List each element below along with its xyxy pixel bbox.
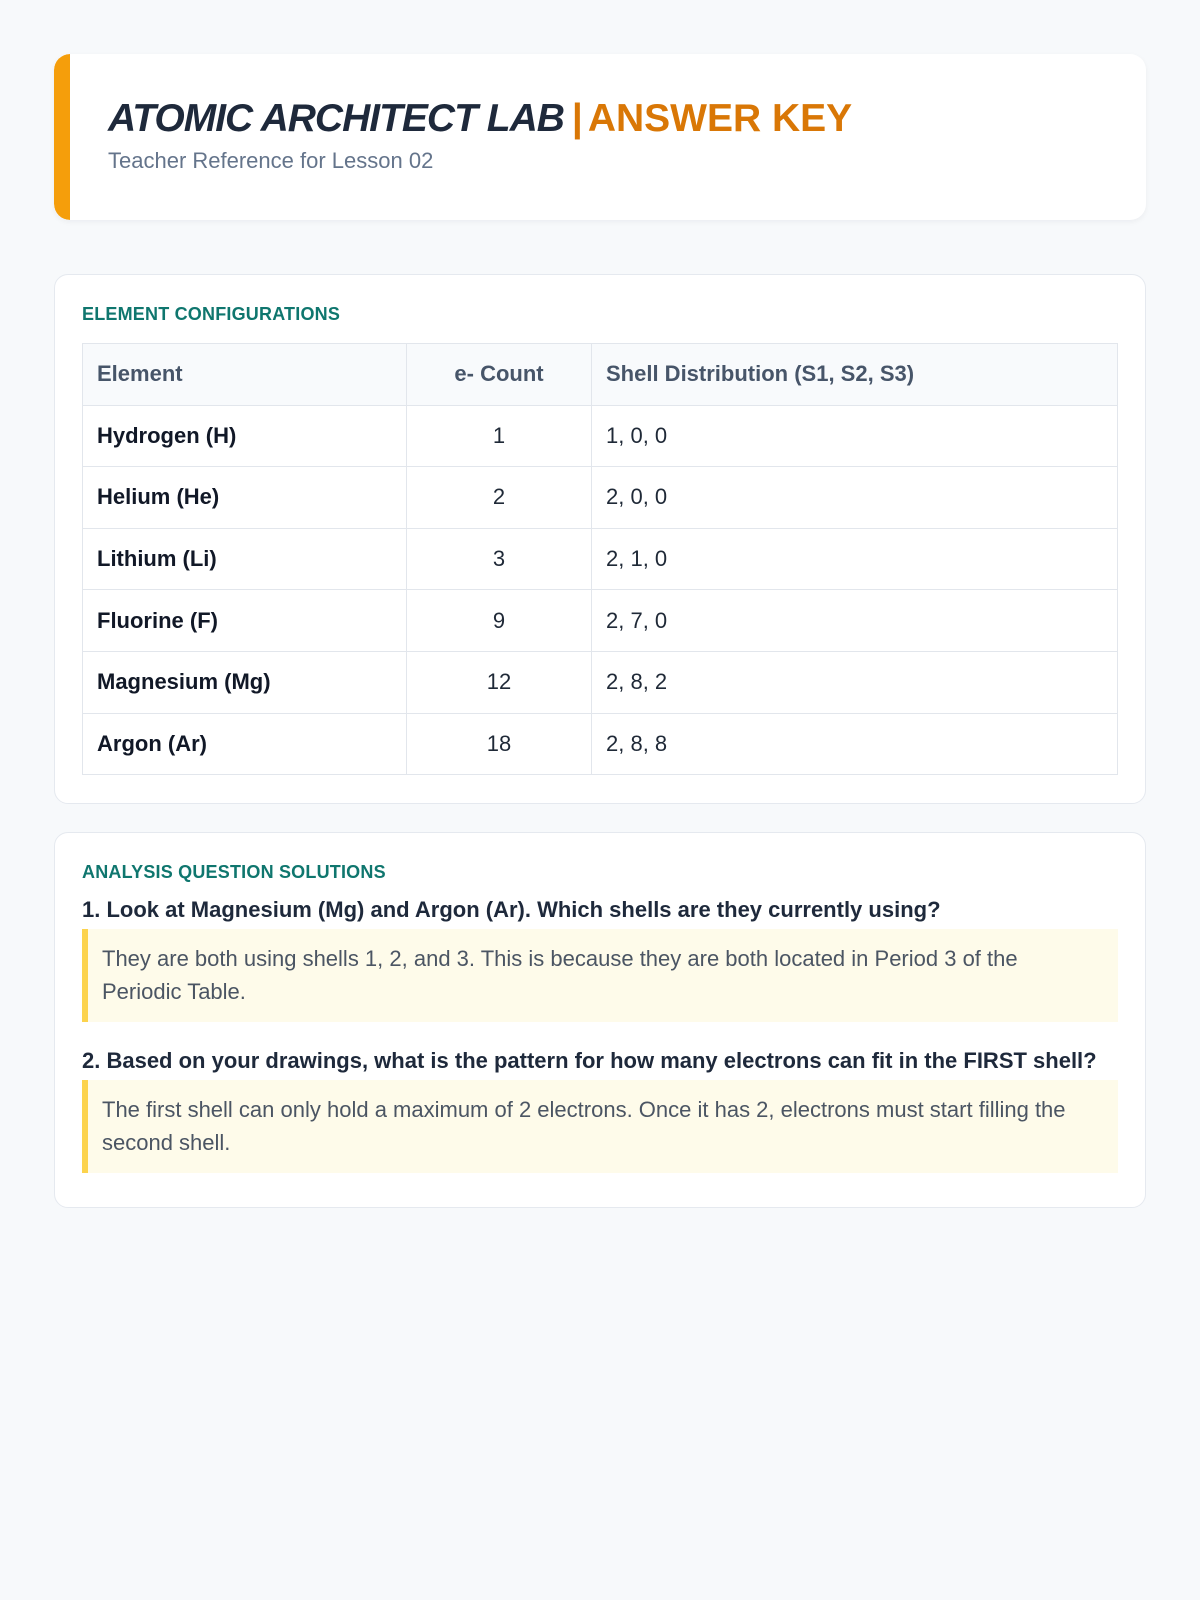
table-row [83,713,1118,775]
electron-count-cell: 1 [407,405,592,467]
header-accent-bar [54,54,70,220]
page-title [108,96,1106,142]
page-title-main: ATOMIC ARCHITECT LAB [108,97,564,140]
electron-count-cell: 3 [407,528,592,590]
shell-distribution-cell: 2, 0, 0 [592,467,1118,529]
question-answer-item [82,895,1118,1022]
table-row [83,590,1118,652]
table-row [83,651,1118,713]
table-header-row [83,344,1118,406]
shell-distribution-cell: 2, 7, 0 [592,590,1118,652]
element-cell: Helium (He) [83,467,407,529]
element-cell: Argon (Ar) [83,713,407,775]
answer-box: The first shell can only hold a maximum of 2 electrons. Once it has 2, electrons must start filling the second shell. [82,1080,1118,1173]
electron-count-cell: 12 [407,651,592,713]
page-title-accent: ANSWER KEY [587,97,853,140]
shell-distribution-cell: 2, 1, 0 [592,528,1118,590]
table-row [83,467,1118,529]
question-text: 2. Based on your drawings, what is the pattern for how many electrons can fit in the FIRST shell? [82,1048,1097,1073]
element-configurations-card [54,274,1146,804]
question-answer-item [82,1046,1118,1173]
analysis-solutions-card [54,832,1146,1208]
electron-count-cell: 2 [407,467,592,529]
analysis-solutions-heading: ANALYSIS QUESTION SOLUTIONS [82,862,386,882]
page-title-separator: | [571,97,582,140]
element-cell: Fluorine (F) [83,590,407,652]
shell-distribution-cell: 2, 8, 2 [592,651,1118,713]
column-header-element: Element [83,344,407,406]
element-cell: Magnesium (Mg) [83,651,407,713]
electron-count-cell: 9 [407,590,592,652]
table-row [83,405,1118,467]
element-configurations-table [82,343,1118,775]
table-row [83,528,1118,590]
shell-distribution-cell: 2, 8, 8 [592,713,1118,775]
element-cell: Hydrogen (H) [83,405,407,467]
question-text: 1. Look at Magnesium (Mg) and Argon (Ar). Which shells are they currently using? [82,897,941,922]
element-cell: Lithium (Li) [83,528,407,590]
page-subtitle: Teacher Reference for Lesson 02 [108,148,434,173]
column-header-shells: Shell Distribution (S1, S2, S3) [592,344,1118,406]
element-configurations-heading: ELEMENT CONFIGURATIONS [82,304,341,324]
header-card [54,54,1146,220]
electron-count-cell: 18 [407,713,592,775]
answer-box: They are both using shells 1, 2, and 3. This is because they are both located in Period 3 of the Periodic Table. [82,929,1118,1022]
column-header-count: e- Count [407,344,592,406]
shell-distribution-cell: 1, 0, 0 [592,405,1118,467]
